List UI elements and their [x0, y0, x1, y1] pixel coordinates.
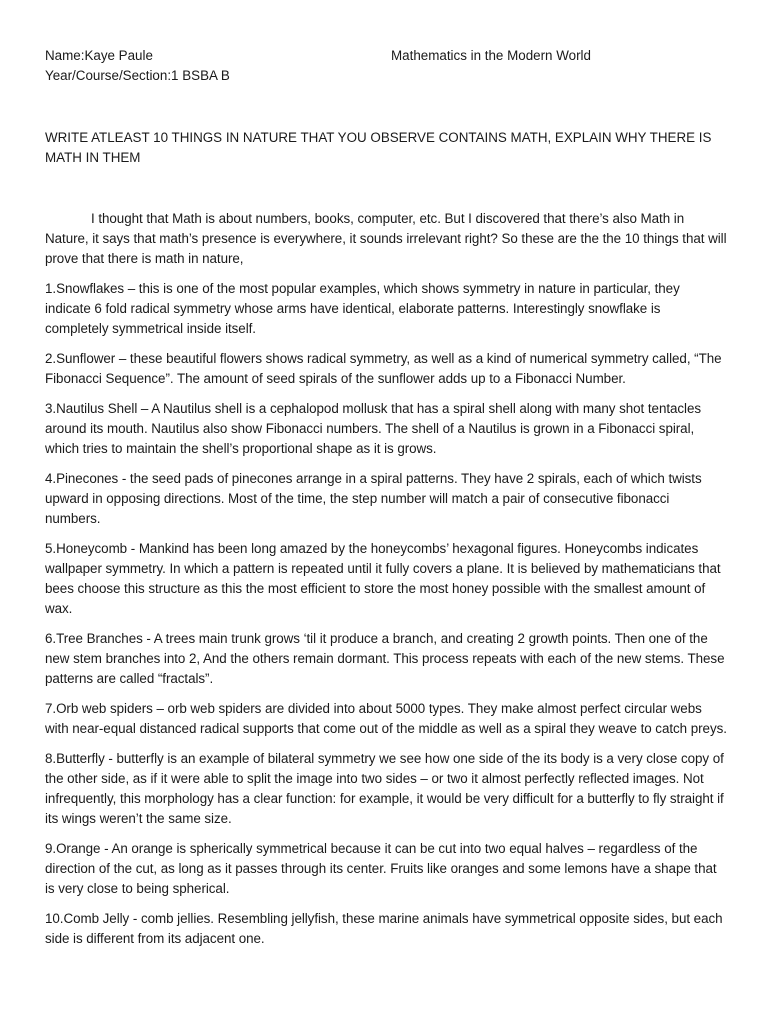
course-title [391, 46, 591, 66]
intro-paragraph: I thought that Math is about numbers, books, computer, etc. But I discovered that there’s also Math in Nature, it says that math’s presence is everywhere, it sounds irrelevant right? So these are the the 10 things that will prove that there is math in nature, [45, 211, 727, 266]
list-item: 9.Orange - An orange is spherically symmetrical because it can be cut into two equal halves – regardless of the direction of the cut, as long as it passes through its center. Fruits like oranges and some lemons have a shape that is very close to being spherical. [45, 841, 717, 896]
assignment-prompt: WRITE ATLEAST 10 THINGS IN NATURE THAT YOU OBSERVE CONTAINS MATH, EXPLAIN WHY THERE IS MATH IN THEM [45, 130, 712, 165]
student-name: Name:Kaye Paule [45, 48, 153, 63]
list-item: 1.Snowflakes – this is one of the most popular examples, which shows symmetry in nature in particular, they indicate 6 fold radical symmetry whose arms have identical, elaborate patterns. Interestingly snowflake is completely symmetrical inside itself. [45, 281, 680, 336]
list-item: 8.Butterfly - butterfly is an example of bilateral symmetry we see how one side of the its body is a very close copy of the other side, as if it were able to split the image into two sides – or two it almost perfectly reflected images. Not infrequently, this morphology has a clear function: for example, it would be very difficult for a butterfly to fly straight if its wings weren’t the same size. [45, 751, 724, 826]
list-item: 3.Nautilus Shell – A Nautilus shell is a cephalopod mollusk that has a spiral shell along with many shot tentacles around its mouth. Nautilus also show Fibonacci numbers. The shell of a Nautilus is grown in a Fibonacci spiral, which tries to maintain the shell’s proportional shape as it is grows. [45, 401, 702, 456]
student-info [45, 46, 230, 86]
essay-body [45, 209, 727, 959]
list-item: 4.Pinecones - the seed pads of pinecones arrange in a spiral patterns. They have 2 spirals, each of which twists upward in opposing directions. Most of the time, the step number will match a pair of consecutive fibonacci numbers. [45, 471, 702, 526]
list-item: 6.Tree Branches - A trees main trunk grows ‘til it produce a branch, and creating 2 growth points. Then one of the new stem branches into 2, And the others remain dormant. This process repeats with each of the new stems. These patterns are called “fractals”. [45, 631, 725, 686]
list-item: 2.Sunflower – these beautiful flowers shows radical symmetry, as well as a kind of numerical symmetry called, “The Fibonacci Sequence”. The amount of seed spirals of the sunflower adds up to a Fibonacci Number. [45, 351, 722, 386]
list-item: 5.Honeycomb - Mankind has been long amazed by the honeycombs’ hexagonal figures. Honeycombs indicates wallpaper symmetry. In which a pattern is repeated until it fully covers a plane. It is believed by mathematicians that bees choose this structure as this the most efficient to store the most honey possible with the smallest amount of wax. [45, 541, 721, 616]
student-section: Year/Course/Section:1 BSBA B [45, 68, 230, 83]
subject-name: Mathematics in the Modern World [391, 48, 591, 63]
list-item: 10.Comb Jelly - comb jellies. Resembling jellyfish, these marine animals have symmetrical opposite sides, but each side is different from its adjacent one. [45, 911, 723, 946]
list-item: 7.Orb web spiders – orb web spiders are divided into about 5000 types. They make almost perfect circular webs with near-equal distanced radical supports that come out of the middle as well as a spiral they weave to catch preys. [45, 701, 727, 736]
